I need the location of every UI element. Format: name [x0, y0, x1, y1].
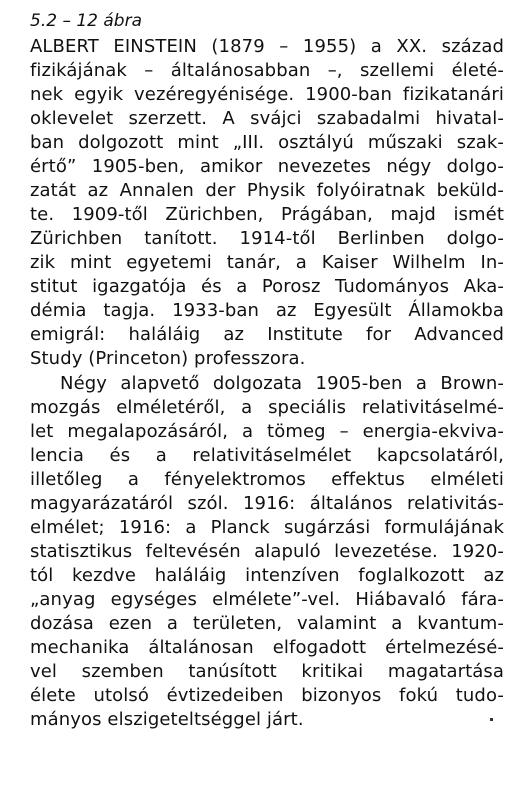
- text-line: te. 1909-től Zürichben, Prágában, majd ismét: [30, 204, 504, 225]
- text-line: démia tagja. 1933-ban az Egyesült Államokba: [30, 300, 504, 321]
- figure-caption: 5.2 – 12 ábra: [30, 11, 142, 31]
- text-line: let megalapozásáról, a tömeg – energia-ekviva-: [30, 421, 504, 442]
- text-line: oklevelet szerzett. A svájci szabadalmi hivatal-: [30, 108, 504, 129]
- text-line: ban dolgozott mint „III. osztályú műszaki szak-: [30, 132, 504, 153]
- text-line: elmélet; 1916: a Planck sugárzási formulájának: [30, 517, 504, 538]
- text-line: statisztikus feltevésén alapuló levezetése. 1920-: [30, 541, 504, 562]
- text-line: mányos elszigeteltséggel járt.: [30, 709, 304, 730]
- text-line: emigrál: haláláig az Institute for Advanced: [30, 324, 504, 345]
- text-line: illetőleg a fényelektromos effektus elméleti: [30, 469, 504, 490]
- text-line: Zürichben tanított. 1914-től Berlinben dolgo-: [30, 228, 504, 249]
- text-line: élete utolsó évtizedeiben bizonyos fokú tudo-: [30, 685, 504, 706]
- text-line: értő” 1905-ben, amikor nevezetes négy dolgo-: [30, 156, 504, 177]
- text-line: zatát az Annalen der Physik folyóiratnak beküld-: [30, 180, 504, 201]
- text-line: nek egyik vezéregyénisége. 1900-ban fizikatanári: [30, 84, 504, 105]
- text-line: stitut igazgatója és a Porosz Tudományos Aka-: [30, 276, 504, 297]
- text-line: zik mint egyetemi tanár, a Kaiser Wilhelm In-: [30, 252, 504, 273]
- text-line: „anyag egységes elmélete”-vel. Hiábavaló fára-: [30, 589, 504, 610]
- text-line: mozgás elméletéről, a speciális relativitáselmé-: [30, 397, 504, 418]
- text-line: dozása ezen a területen, valamint a kvantum-: [30, 613, 504, 634]
- text-line: ALBERT EINSTEIN (1879 – 1955) a XX. század: [30, 36, 504, 57]
- text-line: lencia és a relativitáselmélet kapcsolatáról,: [30, 445, 504, 466]
- text-line: fizikájának – általánosabban –, szellemi életé-: [30, 60, 504, 81]
- text-line: vel szemben tanúsított kritikai magatartása: [30, 661, 504, 682]
- text-line: tól kezdve haláláig intenzíven foglalkozott az: [30, 565, 504, 586]
- text-line: magyarázatáról szól. 1916: általános relativitás-: [30, 493, 504, 514]
- print-dot: [490, 718, 493, 721]
- text-line: Négy alapvető dolgozata 1905-ben a Brown-: [60, 373, 504, 394]
- text-line: Study (Princeton) professzora.: [30, 348, 306, 369]
- text-line: mechanika általánosan elfogadott értelmezésé-: [30, 637, 504, 658]
